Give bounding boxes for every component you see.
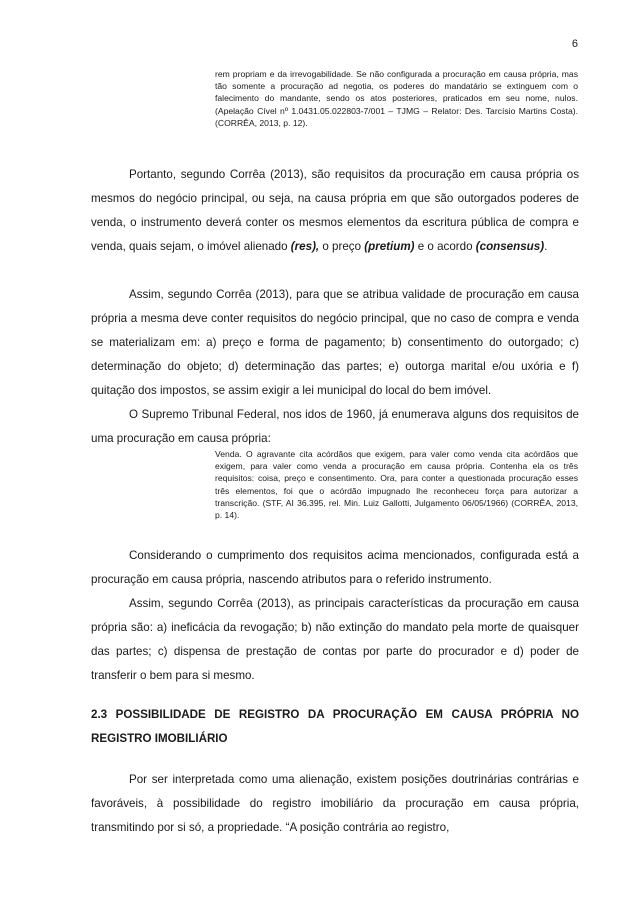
term-res: (res), [290,239,320,253]
paragraph-stf: O Supremo Tribunal Federal, nos idos de 1960, já enumerava alguns dos requisitos de uma procuração em causa própria: [91,408,579,445]
block-quote-1: rem propriam e da irrevogabilidade. Se não configurada a procuração em causa própria, mas tão somente a procuração ad negotia, os poderes do mandatário se extinguem com o falecimento do mandante, sendo os atos posteriores, praticados em seu nome, nulos. (Apelação Cível nº 1.0431.05.022803-7/001 – TJMG – Relator: Des. Tarcísio Martins Costa). (CORRÊA, 2013, p. 12). [215,69,578,128]
paragraph-caracteristicas: Assim, segundo Corrêa (2013), as principais características da procuração em causa própria são: a) ineficácia da revogação; b) não extinção do mandato pela morte de quaisquer das partes; c) dispensa de prestação de contas por parte do procurador e d) poder de transferir o bem para si mesmo. [91,597,579,682]
paragraph-validade: Assim, segundo Corrêa (2013), para que se atribua validade de procuração em causa própria a mesma deve conter requisitos do negócio principal, que no caso de compra e venda se materializam em: a) preço e forma de pagamento; b) consentimento do outorgado; c) determinação do objeto; d) determinação das partes; e) outorga marital e/ou uxória e f) quitação dos impostos, se assim exigir a lei municipal do local do bem imóvel. [91,288,579,397]
page-number: 6 [571,38,578,50]
paragraph-requisitos-text-1: Portanto, segundo Corrêa (2013), são requisitos da procuração em causa própria os mesmos do negócio principal, ou seja, na causa própria em que são outorgados poderes de venda, o instrumento deverá conter os mesmos elementos da escritura pública de compra e venda, quais sejam, o imóvel alienado [91,168,579,253]
paragraph-requisitos [91,163,579,259]
paragraph-registro: Por ser interpretada como uma alienação, existem posições doutrinárias contrárias e favoráveis, à possibilidade do registro imobiliário da procuração em causa própria, transmitindo por si só, a propriedade. “A posição contrária ao registro, [91,773,579,834]
paragraph-considerando: Considerando o cumprimento dos requisitos acima mencionados, configurada está a procuração em causa própria, nascendo atributos para o referido instrumento. [91,549,579,586]
paragraph-requisitos-text-3: e o acordo [414,239,476,253]
term-pretium: (pretium) [364,239,415,253]
paragraph-requisitos-text-2: o preço [319,239,365,253]
section-heading: 2.3 POSSIBILIDADE DE REGISTRO DA PROCURAÇÃO EM CAUSA PRÓPRIA NO REGISTRO IMOBILIÁRIO [91,708,579,745]
term-consensus: (consensus) [475,239,545,253]
paragraph-requisitos-text-4: . [544,239,548,253]
block-quote-2: Venda. O agravante cita acórdãos que exigem, para valer como venda cita acórdãos que exigem, para valer como venda a procuração em causa própria. Contenha ela os três requisitos: coisa, preço e consentimento. Ora, para conter a questionada procuração esses três elementos, foi que o acórdão impugnado lhe reconheceu força para autorizar a transcrição. (STF, AI 36.395, rel. Min. Luiz Gallotti, Julgamento 06/05/1966) (CORRÊA, 2013, p. 14). [215,449,578,521]
